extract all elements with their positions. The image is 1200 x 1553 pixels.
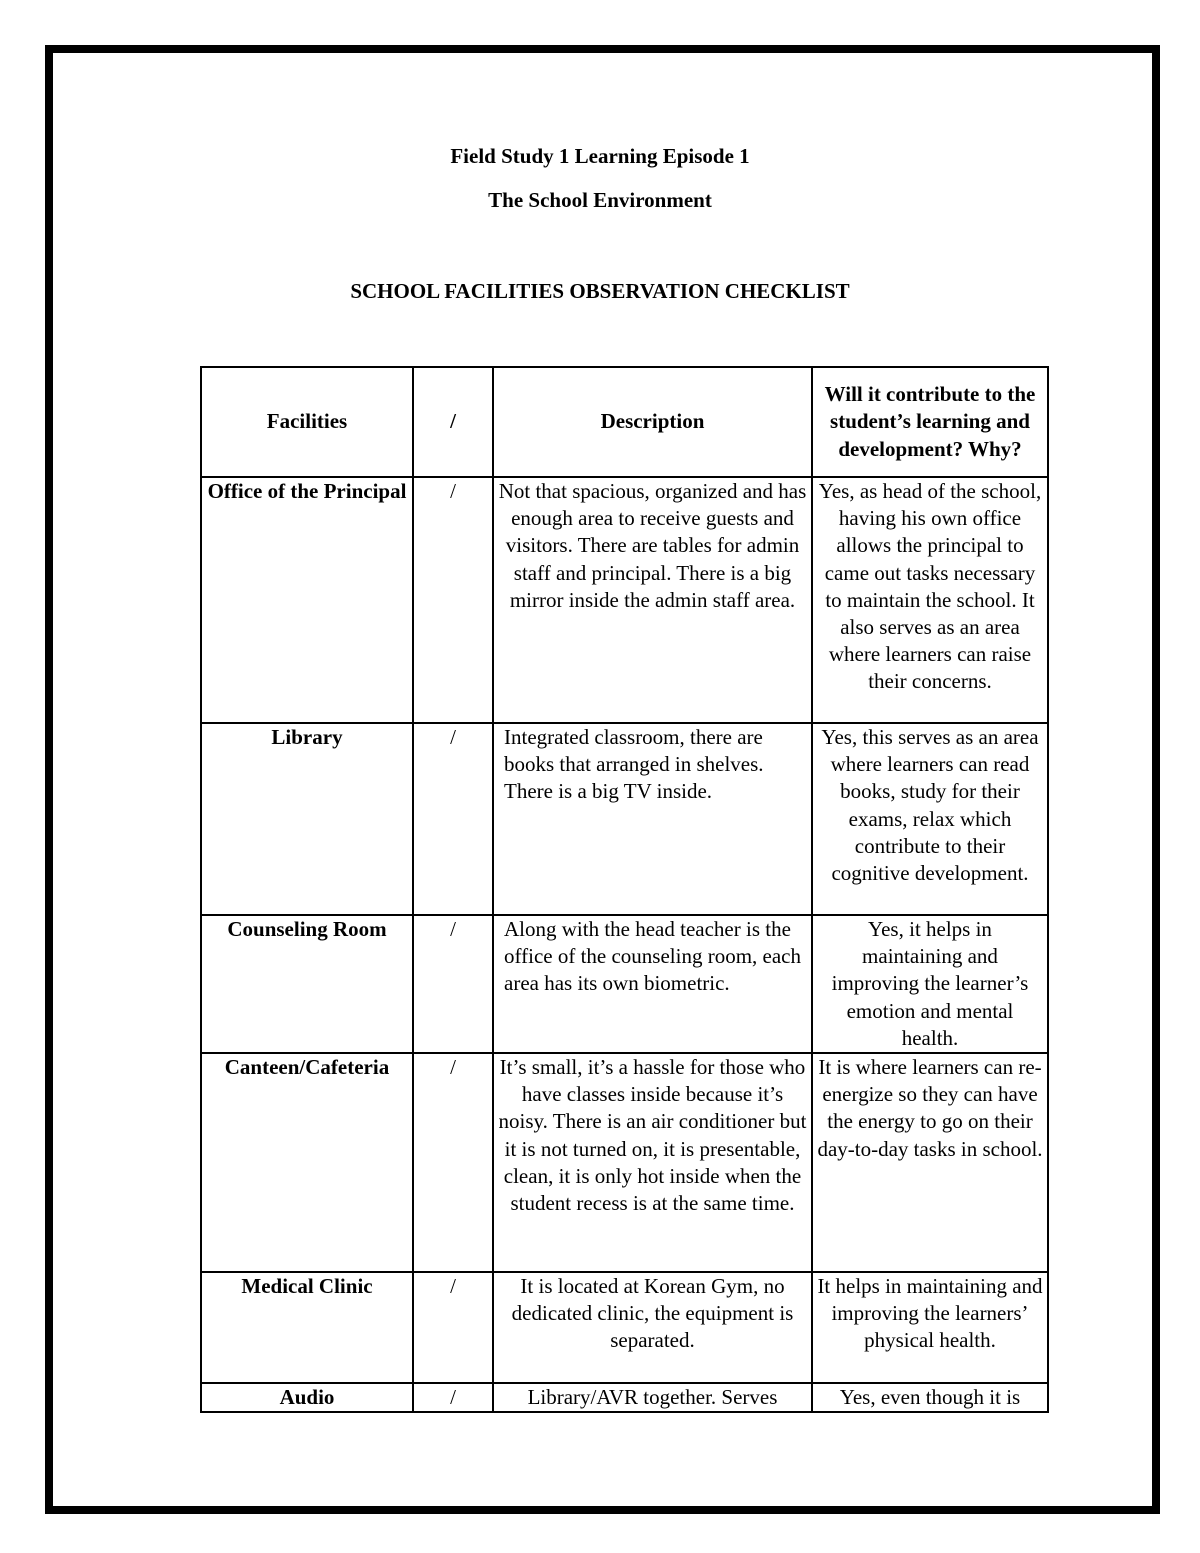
observation-checklist-table <box>200 366 1049 1413</box>
description-cell: Not that spacious, organized and has enough area to receive guests and visitors. There are tables for admin staff and principal. There is a big mirror inside the admin staff area. <box>493 477 812 723</box>
contribution-cell: Yes, it helps in maintaining and improving the learner’s emotion and mental health. <box>812 915 1048 1053</box>
header-contribution: Will it contribute to the student’s learning and development? Why? <box>812 367 1048 477</box>
check-cell: / <box>413 1053 493 1272</box>
document-title: Field Study 1 Learning Episode 1 <box>450 144 750 168</box>
description-cell: It is located at Korean Gym, no dedicated clinic, the equipment is separated. <box>493 1272 812 1383</box>
table-row <box>201 1383 1048 1412</box>
description-cell: It’s small, it’s a hassle for those who have classes inside because it’s noisy. There is an air conditioner but it is not turned on, it is presentable, clean, it is only hot inside when the student recess is at the same time. <box>493 1053 812 1272</box>
description-cell <box>493 1383 812 1412</box>
description-cell: Along with the head teacher is the office of the counseling room, each area has its own biometric. <box>493 915 812 1053</box>
check-text: / <box>450 1385 456 1410</box>
checklist-heading: SCHOOL FACILITIES OBSERVATION CHECKLIST <box>350 279 850 303</box>
table-row <box>201 1272 1048 1383</box>
contribution-cell: Yes, this serves as an area where learners can read books, study for their exams, relax which contribute to their cognitive development. <box>812 723 1048 915</box>
facility-cell: Office of the Principal <box>201 477 413 723</box>
facility-cell: Canteen/Cafeteria <box>201 1053 413 1272</box>
header-facilities: Facilities <box>201 367 413 477</box>
table-header-row <box>201 367 1048 477</box>
description-text: Library/AVR together. Serves <box>527 1385 778 1410</box>
table-row <box>201 915 1048 1053</box>
contribution-cell: It helps in maintaining and improving the learners’ physical health. <box>812 1272 1048 1383</box>
table-row <box>201 477 1048 723</box>
facility-cell: Counseling Room <box>201 915 413 1053</box>
header-check: / <box>413 367 493 477</box>
contribution-cell: Yes, as head of the school, having his own office allows the principal to came out tasks necessary to maintain the school. It also serves as an area where learners can raise their concerns. <box>812 477 1048 723</box>
description-cell: Integrated classroom, there are books that arranged in shelves. There is a big TV inside. <box>493 723 812 915</box>
table-row <box>201 723 1048 915</box>
header-description: Description <box>493 367 812 477</box>
check-cell: / <box>413 915 493 1053</box>
check-cell: / <box>413 723 493 915</box>
contribution-text: Yes, even though it is <box>839 1385 1021 1410</box>
check-cell: / <box>413 477 493 723</box>
document-subtitle: The School Environment <box>488 188 712 212</box>
contribution-cell <box>812 1383 1048 1412</box>
table-row <box>201 1053 1048 1272</box>
check-cell: / <box>413 1272 493 1383</box>
facility-cell: Medical Clinic <box>201 1272 413 1383</box>
check-cell <box>413 1383 493 1412</box>
facility-cell: Library <box>201 723 413 915</box>
facility-text: Audio <box>279 1385 335 1410</box>
facility-cell <box>201 1383 413 1412</box>
contribution-cell: It is where learners can re-energize so they can have the energy to go on their day-to-day tasks in school. <box>812 1053 1048 1272</box>
